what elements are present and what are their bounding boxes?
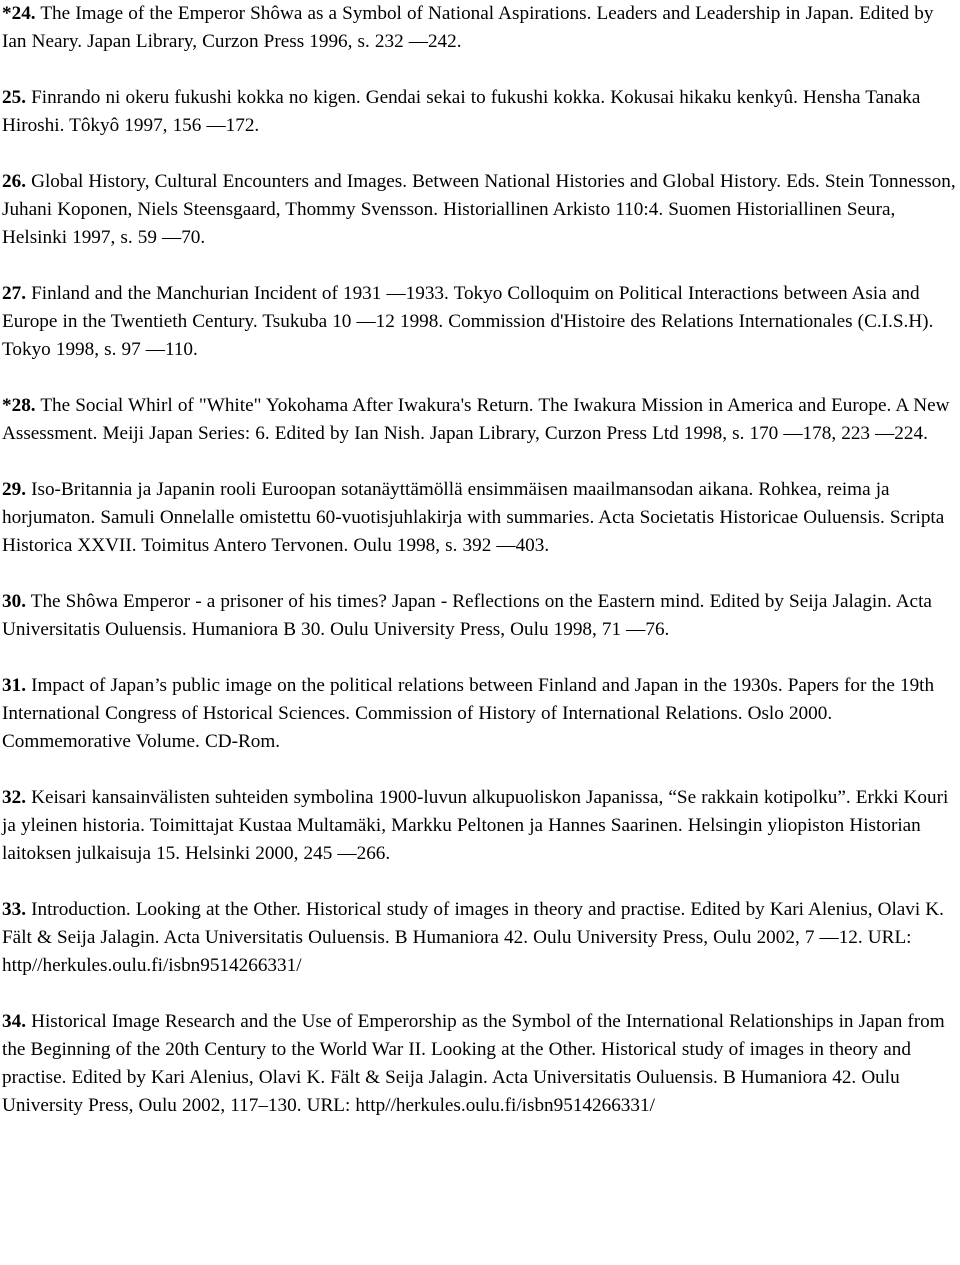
entry-text: Global History, Cultural Encounters and Images. Between National Histories and Global History. Eds. Stein Tonnesson, Juhani Koponen, Niels Steensgaard, Thommy Svensson. Historiallinen Arkisto 110:4. Suomen Historiallinen Seura, Helsinki 1997, s. 59 —70. <box>2 171 956 248</box>
entry-text: Impact of Japan’s public image on the political relations between Finland and Japan in the 1930s. Papers for the 19th International Congress of Hstorical Sciences. Commission of History of International Relations. Oslo 2000. Commemorative Volume. CD-Rom. <box>2 675 935 752</box>
bibliography-entry-26 <box>2 168 956 252</box>
bibliography-entry-28 <box>2 392 956 448</box>
entry-number: *28. <box>2 395 36 416</box>
bibliography-entry-27 <box>2 280 956 364</box>
entry-number: 25. <box>2 87 26 108</box>
entry-number: 30. <box>2 591 26 612</box>
bibliography-entry-33 <box>2 896 956 980</box>
bibliography-entry-30 <box>2 588 956 644</box>
entry-number: 26. <box>2 171 26 192</box>
bibliography-entry-32 <box>2 784 956 868</box>
entry-text: Finrando ni okeru fukushi kokka no kigen. Gendai sekai to fukushi kokka. Kokusai hikaku kenkyû. Hensha Tanaka Hiroshi. Tôkyô 1997, 156 —172. <box>2 87 921 136</box>
bibliography-entry-24 <box>2 0 956 56</box>
bibliography-entry-29 <box>2 476 956 560</box>
entry-text: Historical Image Research and the Use of Emperorship as the Symbol of the International Relationships in Japan from the Beginning of the 20th Century to the World War II. Looking at the Other. Historical study of images in theory and practise. Edited by Kari Alenius, Olavi K. Fält & Seija Jalagin. Acta Universitatis Ouluensis. B Humaniora 42. Oulu University Press, Oulu 2002, 117–130. URL: http//herkules.oulu.fi/isbn9514266331/ <box>2 1011 945 1116</box>
entry-number: 33. <box>2 899 26 920</box>
entry-text: Keisari kansainvälisten suhteiden symbolina 1900-luvun alkupuoliskon Japanissa, “Se rakkain kotipolku”. Erkki Kouri ja yleinen historia. Toimittajat Kustaa Multamäki, Markku Peltonen ja Hannes Saarinen. Helsingin yliopiston Historian laitoksen julkaisuja 15. Helsinki 2000, 245 —266. <box>2 787 949 864</box>
entry-text: Introduction. Looking at the Other. Historical study of images in theory and practise. Edited by Kari Alenius, Olavi K. Fält & Seija Jalagin. Acta Universitatis Ouluensis. B Humaniora 42. Oulu University Press, Oulu 2002, 7 —12. URL: http//herkules.oulu.fi/isbn9514266331/ <box>2 899 944 976</box>
bibliography-entry-34 <box>2 1008 956 1120</box>
entry-number: 31. <box>2 675 26 696</box>
entry-text: Iso-Britannia ja Japanin rooli Euroopan sotanäyttämöllä ensimmäisen maailmansodan aikana. Rohkea, reima ja horjumaton. Samuli Onnelalle omistettu 60-vuotisjuhlakirja with summaries. Acta Societatis Historicae Ouluensis. Scripta Historica XXVII. Toimitus Antero Tervonen. Oulu 1998, s. 392 —403. <box>2 479 945 556</box>
bibliography-entry-31 <box>2 672 956 756</box>
entry-text: The Social Whirl of "White" Yokohama After Iwakura's Return. The Iwakura Mission in America and Europe. A New Assessment. Meiji Japan Series: 6. Edited by Ian Nish. Japan Library, Curzon Press Ltd 1998, s. 170 —178, 223 —224. <box>2 395 950 444</box>
entry-text: The Image of the Emperor Shôwa as a Symbol of National Aspirations. Leaders and Leadership in Japan. Edited by Ian Neary. Japan Library, Curzon Press 1996, s. 232 —242. <box>2 3 934 52</box>
entry-number: 34. <box>2 1011 26 1032</box>
entry-number: 27. <box>2 283 26 304</box>
entry-number: *24. <box>2 3 36 24</box>
entry-number: 29. <box>2 479 26 500</box>
bibliography-list <box>2 0 956 1120</box>
entry-text: The Shôwa Emperor - a prisoner of his times? Japan - Reflections on the Eastern mind. Edited by Seija Jalagin. Acta Universitatis Ouluensis. Humaniora B 30. Oulu University Press, Oulu 1998, 71 —76. <box>2 591 932 640</box>
entry-text: Finland and the Manchurian Incident of 1931 —1933. Tokyo Colloquim on Political Interactions between Asia and Europe in the Twentieth Century. Tsukuba 10 —12 1998. Commission d'Histoire des Relations Internationales (C.I.S.H). Tokyo 1998, s. 97 —110. <box>2 283 934 360</box>
bibliography-entry-25 <box>2 84 956 140</box>
entry-number: 32. <box>2 787 26 808</box>
